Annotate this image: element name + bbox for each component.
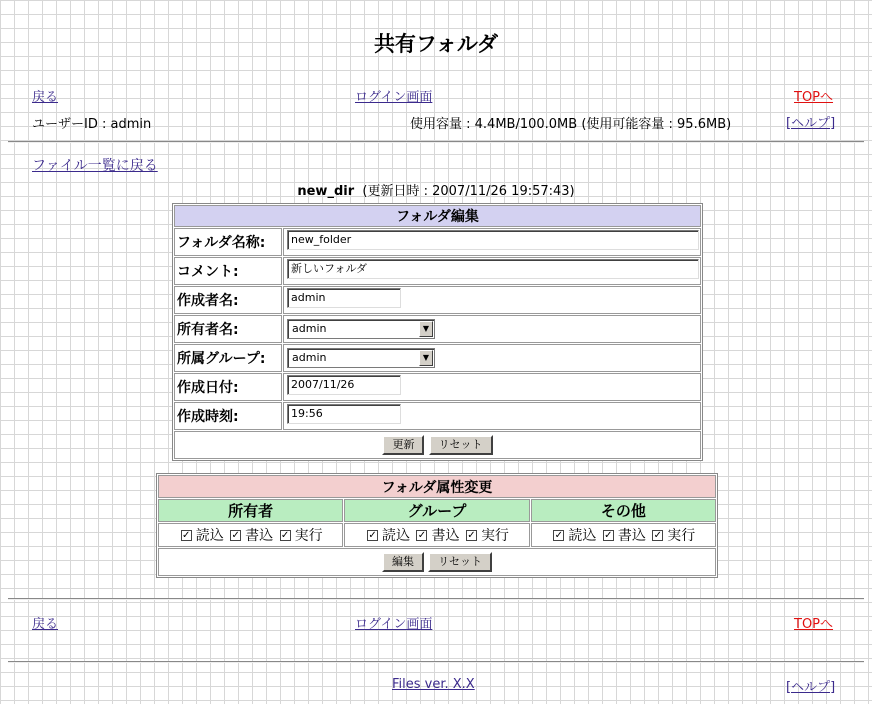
reset-button[interactable]: リセット [429, 435, 493, 455]
chevron-down-icon[interactable]: ▼ [419, 321, 433, 337]
other-perms [531, 523, 716, 547]
group-exec-checkbox[interactable]: ✓ [467, 529, 476, 541]
created-date-label: 作成日付: [174, 373, 282, 401]
folder-attributes-header: フォルダ属性変更 [158, 475, 716, 498]
group-read-checkbox[interactable]: ✓ [368, 529, 377, 541]
divider [8, 598, 864, 600]
login-screen-link[interactable]: ログイン画面 [355, 90, 433, 105]
folder-name-label: フォルダ名称: [174, 228, 282, 256]
group-label: 所属グループ: [174, 344, 282, 372]
folder-updated: (更新日時 : 2007/11/26 19:57:43) [362, 184, 575, 199]
help-link[interactable]: [ヘルプ] [786, 116, 836, 131]
back-link-bottom[interactable]: 戻る [32, 617, 59, 632]
group-select-value: admin [292, 351, 327, 364]
group-write-checkbox[interactable]: ✓ [417, 529, 427, 541]
created-date-input[interactable]: 2007/11/26 [287, 375, 401, 395]
perm-label: 実行 [294, 528, 323, 544]
top-link-bottom[interactable]: TOPへ [794, 617, 834, 632]
chevron-down-icon[interactable]: ▼ [419, 350, 433, 366]
group-select[interactable] [287, 348, 435, 368]
creator-label: 作成者名: [174, 286, 282, 314]
owner-select[interactable] [287, 319, 435, 339]
created-time-input[interactable]: 19:56 [287, 404, 401, 424]
folder-name-input[interactable]: new_folder [287, 230, 699, 250]
perm-label: 書込 [431, 528, 460, 544]
login-screen-link-bottom[interactable]: ログイン画面 [355, 617, 433, 632]
owner-select-value: admin [292, 322, 327, 335]
perm-label: 読込 [382, 528, 411, 544]
perm-label: 実行 [480, 528, 509, 544]
back-link[interactable]: 戻る [32, 90, 59, 105]
divider [8, 141, 864, 143]
folder-name: new_dir [297, 184, 355, 199]
owner-perms-header: 所有者 [158, 499, 343, 522]
storage-usage: 使用容量 : 4.4MB/100.0MB (使用可能容量 : 95.6MB) [410, 117, 732, 132]
other-perms-header: その他 [531, 499, 716, 522]
folder-edit-header: フォルダ編集 [174, 205, 701, 227]
update-button[interactable]: 更新 [382, 435, 424, 455]
owner-label: 所有者名: [174, 315, 282, 343]
footer-help-link[interactable]: [ヘルプ] [786, 680, 836, 695]
perm-label: 実行 [667, 528, 696, 544]
created-time-label: 作成時刻: [174, 402, 282, 430]
folder-edit-table [172, 203, 703, 461]
owner-read-checkbox[interactable]: ✓ [182, 529, 191, 541]
folder-attributes-table [156, 473, 718, 578]
perm-label: 読込 [195, 528, 224, 544]
folder-info [0, 180, 872, 199]
back-to-file-list-link[interactable]: ファイル一覧に戻る [32, 158, 158, 174]
version-link[interactable]: Files ver. X.X [392, 677, 475, 692]
perm-label: 書込 [245, 528, 274, 544]
group-perms [344, 523, 529, 547]
creator-input[interactable]: admin [287, 288, 401, 308]
comment-input[interactable]: 新しいフォルダ [287, 259, 699, 279]
perm-label: 読込 [568, 528, 597, 544]
owner-perms [158, 523, 343, 547]
top-link[interactable]: TOPへ [794, 90, 834, 105]
reset-attributes-button[interactable]: リセット [428, 552, 492, 572]
other-read-checkbox[interactable]: ✓ [554, 529, 564, 541]
comment-label: コメント: [174, 257, 282, 285]
owner-write-checkbox[interactable]: ✓ [231, 529, 240, 541]
page-title: 共有フォルダ [373, 32, 499, 56]
edit-attributes-button[interactable]: 編集 [382, 552, 424, 572]
other-exec-checkbox[interactable]: ✓ [653, 529, 662, 541]
group-perms-header: グループ [344, 499, 529, 522]
other-write-checkbox[interactable]: ✓ [604, 529, 613, 541]
owner-exec-checkbox[interactable]: ✓ [280, 529, 290, 541]
user-id: ユーザーID : admin [32, 117, 152, 132]
perm-label: 書込 [617, 528, 646, 544]
divider [8, 661, 864, 663]
